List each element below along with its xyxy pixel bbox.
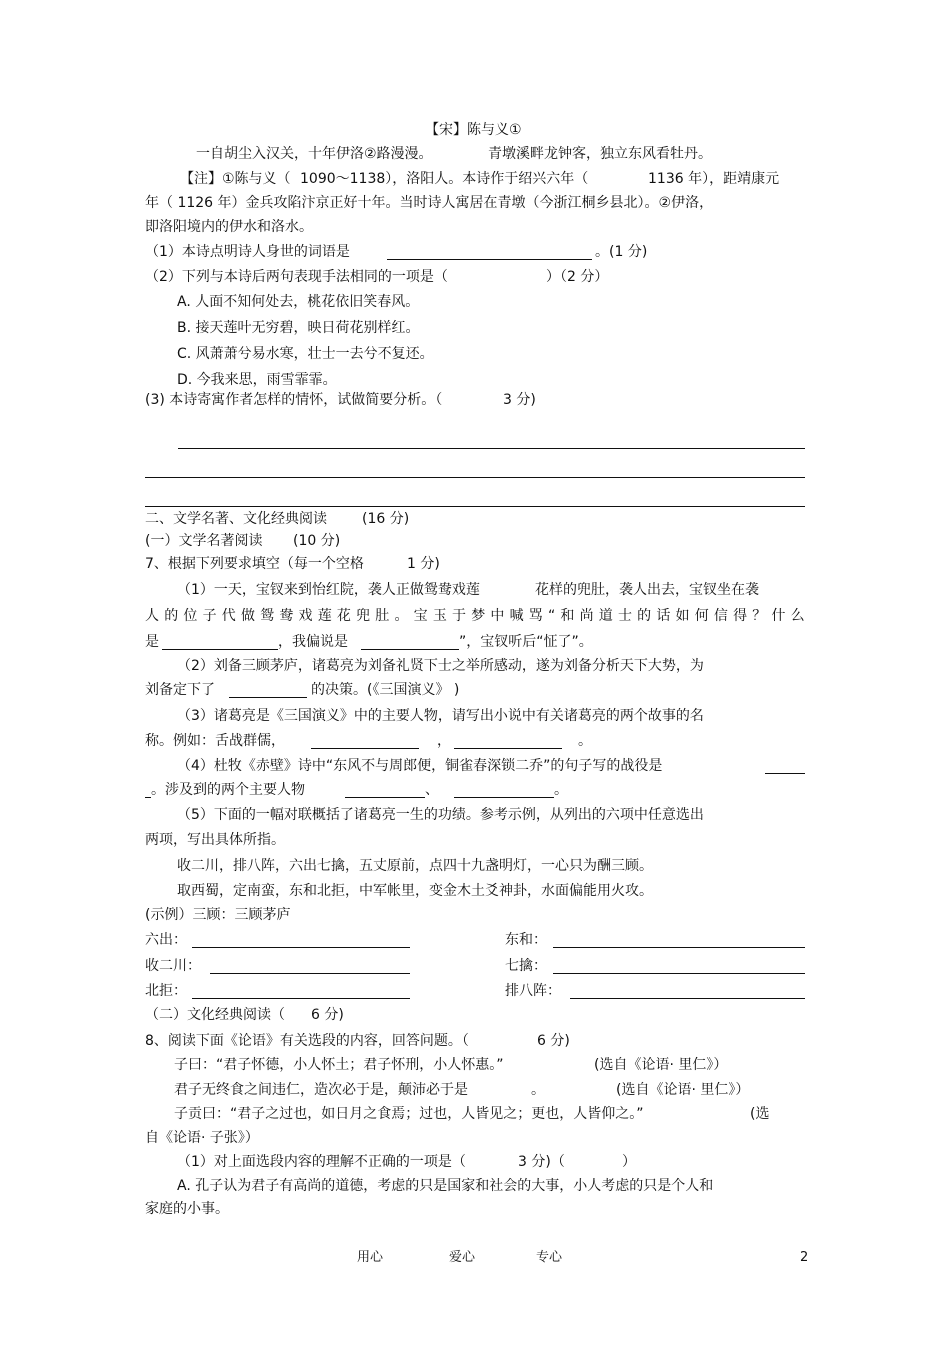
q8-source-2: (选自《论语· 里仁》） <box>616 1082 750 1098</box>
footer-word-2: 爱心 <box>449 1250 476 1265</box>
q7-p1-line1a: （1）一天，宝钗来到怡红院，袭人正做鸳鸯戏莲 <box>177 582 480 598</box>
q7-p2-line2b: 的决策。(《三国演义》 ) <box>311 682 460 698</box>
justified-char: 宝 <box>413 608 428 624</box>
q7-p3-line1: （3）诸葛亮是《三国演义》中的主要人物，请写出小说中有关诸葛亮的两个故事的名 <box>177 708 704 724</box>
justified-char: 尚 <box>579 608 594 624</box>
question-1-answer-blank[interactable] <box>387 245 592 260</box>
section-2-sub-2: （二）文化经典阅读（ <box>145 1007 285 1023</box>
justified-char: 人 <box>145 608 159 624</box>
poem-title: 【宋】陈与义① <box>425 122 522 138</box>
answer-line-2[interactable] <box>145 477 805 478</box>
q7-p3-blank-2[interactable] <box>454 734 562 749</box>
question-8-title: 8、阅读下面《论语》有关选段的内容，回答问题。（ <box>145 1033 469 1049</box>
justified-char: 的 <box>164 608 179 624</box>
q7-p1-blank-2[interactable] <box>361 635 459 650</box>
q8-quote-1: 子曰：“君子怀德，小人怀土；君子怀刑，小人怀惠。” <box>174 1057 504 1073</box>
justified-char: 肚 <box>375 608 390 624</box>
justified-char: 话 <box>656 608 671 624</box>
justified-char: “ <box>547 608 556 624</box>
justified-char: 子 <box>202 608 217 624</box>
couplet-line-1: 收二川，排八阵，六出七擒，五丈原前，点四十九盏明灯，一心只为酬三顾。 <box>177 858 653 874</box>
q7-p1-line3b: ，我偏说是 <box>278 634 348 650</box>
justified-char: 骂 <box>528 608 543 624</box>
couplet-line-2: 取西蜀，定南蛮，东和北拒，中军帐里，变金木土爻神卦，水面偏能用火攻。 <box>177 883 653 899</box>
justified-char: 和 <box>560 608 575 624</box>
poem-note-1a: 【注】①陈与义（ <box>180 171 291 187</box>
section-2-heading: 二、文学名著、文化经典阅读 <box>145 511 327 527</box>
footer-word-3: 专心 <box>536 1250 563 1265</box>
q7-p4-blank-person-2[interactable] <box>454 783 554 798</box>
q7-p2-line1: （2）刘备三顾茅庐，诸葛亮为刘备礼贤下士之举所感动，遂为刘备分析天下大势，为 <box>177 658 704 674</box>
justified-char: ？ <box>752 608 767 624</box>
question-7-title: 7、根据下列要求填空（每一个空格 <box>145 556 364 572</box>
q8-option-a-line1: A. 孔子认为君子有高尚的道德，考虑的只是国家和社会的大事，小人考虑的只是个人和 <box>177 1178 714 1194</box>
q8-option-a-line2: 家庭的小事。 <box>145 1201 229 1217</box>
q8-quote-3: 子贡曰：“君子之过也，如日月之食焉；过也，人皆见之；更也，人皆仰之。” <box>174 1106 644 1122</box>
justified-char: 得 <box>733 608 748 624</box>
q7-p4-blank-battle[interactable] <box>765 759 805 774</box>
justified-char: 道 <box>598 608 613 624</box>
poem-note-1c: 1136 年），距靖康元 <box>648 171 780 187</box>
q8-quote-2a: 君子无终食之间违仁，造次必于是，颠沛必于是 <box>174 1082 468 1098</box>
justified-char: 什 <box>771 608 786 624</box>
justified-char: 于 <box>452 608 466 624</box>
q7-p3-blank-1[interactable] <box>311 734 419 749</box>
q7-p5-line1: （5）下面的一幅对联概括了诸葛亮一生的功绩。参考示例，从列出的六项中任意选出 <box>177 807 704 823</box>
question-3-text: (3) 本诗寄寓作者怎样的情怀，试做简要分析。（ <box>145 392 443 408</box>
item-shouerchuan-blank[interactable] <box>210 959 410 974</box>
justified-char: 玉 <box>432 608 447 624</box>
q7-p4-line1: （4）杜牧《赤壁》诗中“东风不与周郎便，铜雀春深锁二乔”的句子写的战役是 <box>177 758 663 774</box>
q8-source-3a: (选 <box>750 1106 770 1122</box>
poem-note-1b: 1090～1138），洛阳人。本诗作于绍兴六年（ <box>300 171 589 187</box>
item-pailiao-label: 排八阵： <box>505 983 561 999</box>
item-donghe-blank[interactable] <box>553 933 805 948</box>
question-1 <box>145 243 350 261</box>
q8-sub-1b: 3 分)（ <box>518 1154 565 1170</box>
q8-source-1: (选自《论语· 里仁》） <box>594 1057 728 1073</box>
justified-char: 信 <box>713 608 728 624</box>
question-2-option-b: B. 接天莲叶无穷碧，映日荷花别样红。 <box>177 320 420 336</box>
item-donghe-label: 东和： <box>505 932 547 948</box>
justified-char: 戏 <box>298 608 313 624</box>
justified-char: 鸳 <box>260 608 275 624</box>
item-beiju-label: 北拒： <box>145 983 187 999</box>
section-2-sub-1: (一）文学名著阅读 <box>145 533 263 549</box>
justified-char: 中 <box>490 608 505 624</box>
item-pailiao-blank[interactable] <box>570 984 805 999</box>
question-2-text: （2）下列与本诗后两句表现手法相同的一项是（ <box>145 269 448 285</box>
poem-note-3: 即洛阳境内的伊水和洛水。 <box>145 219 313 235</box>
page-number: 2 <box>800 1250 809 1265</box>
footer-word-1: 用心 <box>357 1250 384 1265</box>
question-7-title-score: 1 分) <box>407 556 440 572</box>
justified-char: 代 <box>221 608 236 624</box>
justified-char: 如 <box>675 608 690 624</box>
justified-char: 么 <box>790 608 805 624</box>
section-2-sub-2-score: 6 分) <box>311 1007 344 1023</box>
q7-p1-line2 <box>145 607 805 625</box>
q7-p2-blank[interactable] <box>229 683 307 698</box>
item-beiju-blank[interactable] <box>192 984 410 999</box>
question-2-option-a: A. 人面不知何处去，桃花依旧笑春风。 <box>177 294 420 310</box>
item-qiqin-blank[interactable] <box>553 959 805 974</box>
example-line: (示例）三顾：三顾茅庐 <box>145 907 291 923</box>
q7-p4-blank-person-1[interactable] <box>345 783 425 798</box>
question-1-score: 。(1 分) <box>595 244 648 260</box>
justified-char: 士 <box>617 608 632 624</box>
q8-source-3b: 自《论语· 子张》） <box>145 1130 259 1146</box>
q7-p4-line2a: 。涉及到的两个主要人物 <box>151 782 305 798</box>
q7-p1-line1b: 花样的兜肚，袭人出去，宝钗坐在袭 <box>535 582 759 598</box>
question-8-title-score: 6 分) <box>537 1033 570 1049</box>
q7-p1-blank-1[interactable] <box>162 635 278 650</box>
item-shouerchuan-label: 收二川： <box>145 958 201 974</box>
question-2-score: ）（2 分） <box>546 269 609 285</box>
item-liuchu-blank[interactable] <box>192 933 410 948</box>
justified-char: 做 <box>240 608 255 624</box>
question-1-text: （1）本诗点明诗人身世的词语是 <box>145 244 350 260</box>
q7-p1-line3a: 是 <box>145 634 159 650</box>
justified-char: 喊 <box>509 608 524 624</box>
q7-p4-end: 。 <box>554 782 568 798</box>
item-liuchu-label: 六出： <box>145 932 187 948</box>
q8-sub-1a: （1）对上面选段内容的理解不正确的一项是（ <box>177 1154 466 1170</box>
justified-char: 花 <box>336 608 351 624</box>
answer-line-3[interactable] <box>145 506 805 507</box>
justified-char: 何 <box>694 608 709 624</box>
question-3-score: 3 分) <box>503 392 536 408</box>
question-2-option-c: C. 风萧萧兮易水寒，壮士一去兮不复还。 <box>177 346 434 362</box>
q8-quote-2b: 。 <box>531 1082 545 1098</box>
section-2-score: (16 分) <box>362 511 410 527</box>
poem-note-2: 年（ 1126 年）金兵攻陷汴京正好十年。当时诗人寓居在青墩（今浙江桐乡县北）。②伊洛， <box>145 195 714 211</box>
q7-p5-line2: 两项，写出具体所指。 <box>145 832 285 848</box>
q8-sub-1c: ） <box>622 1154 636 1170</box>
justified-char: 梦 <box>471 608 486 624</box>
justified-char: 鸯 <box>279 608 294 624</box>
q7-p4-sep: 、 <box>425 782 439 798</box>
justified-char: 莲 <box>317 608 332 624</box>
justified-char: 位 <box>183 608 198 624</box>
section-2-sub-1-score: (10 分) <box>293 533 341 549</box>
question-2-option-d: D. 今我来思，雨雪霏霏。 <box>177 372 337 388</box>
justified-char: 兜 <box>356 608 371 624</box>
poem-line-1a: 一自胡尘入汉关，十年伊洛②路漫漫。 <box>196 146 433 162</box>
q7-p1-line3c: ”，宝钗听后“怔了”。 <box>459 634 593 650</box>
poem-line-1b: 青墩溪畔龙钟客，独立东风看牡丹。 <box>488 146 712 162</box>
q7-p3-line2a: 称。例如：舌战群儒， <box>145 733 285 749</box>
justified-char: 。 <box>394 608 409 624</box>
justified-char: 的 <box>637 608 652 624</box>
q7-p2-line2a: 刘备定下了 <box>145 682 215 698</box>
q7-p3-end: 。 <box>578 733 592 749</box>
item-qiqin-label: 七擒： <box>505 958 547 974</box>
q7-p3-comma: ， <box>437 733 451 749</box>
answer-line-1[interactable] <box>178 448 805 449</box>
